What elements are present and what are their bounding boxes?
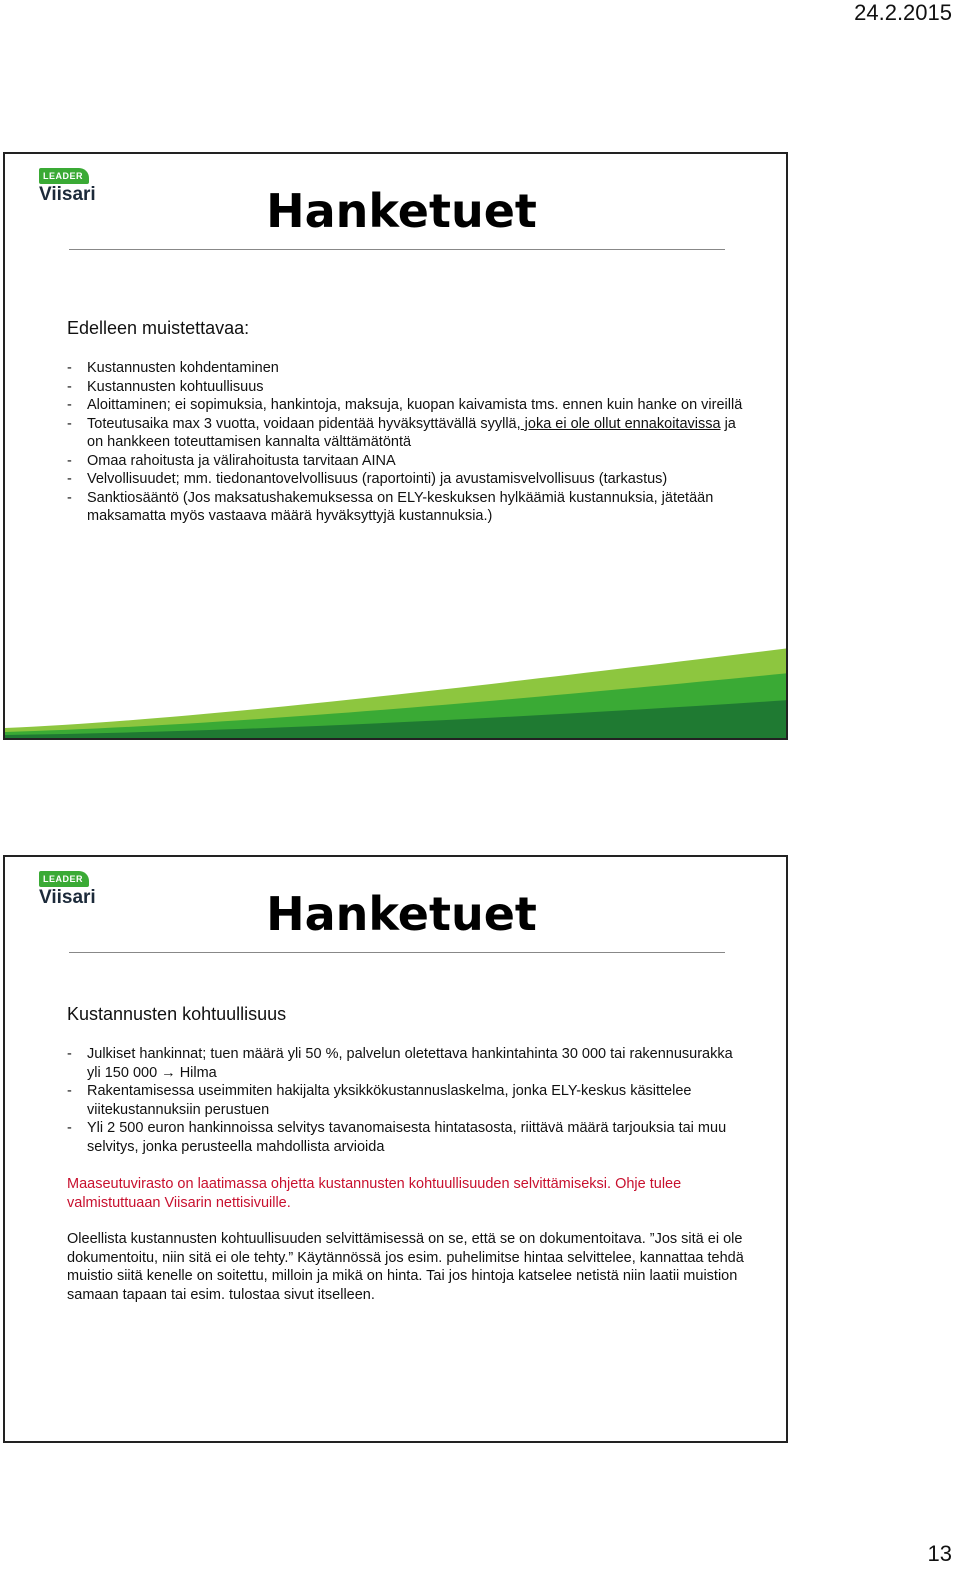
- page-number: 13: [927, 1541, 952, 1566]
- list-item: - Velvollisuudet; mm. tiedonantovelvollisuus (raportointi) ja avustamisvelvollisuus (tarkastus): [67, 471, 668, 487]
- red-notice: Maaseutuvirasto on laatimassa ohjetta kustannusten kohtuullisuuden selvittämiseksi. Ohje tulee valmistuttuaan Viisarin nettisivuille.: [67, 1176, 682, 1211]
- bullet-list: [67, 1045, 747, 1156]
- slide-2: [3, 855, 788, 1443]
- title-divider: [69, 249, 725, 250]
- list-item: - Julkiset hankinnat; tuen määrä yli 50 %, palvelun oletettava hankintahinta 30 000 tai rakennusurakka yli 150 000 → Hilma: [67, 1046, 733, 1081]
- slide-title: Hanketuet: [266, 887, 537, 941]
- logo-wordmark: Viisari: [39, 887, 96, 908]
- title-divider: [69, 952, 725, 953]
- list-item: - Aloittaminen; ei sopimuksia, hankintoja, maksuja, kuopan kaivamista tms. ennen kuin hanke on vireillä: [67, 397, 743, 413]
- list-item: - Omaa rahoitusta ja välirahoitusta tarvitaan AINA: [67, 452, 396, 469]
- underlined-phrase: joka ei ole ollut ennakoitavissa: [520, 415, 721, 432]
- documentation-note: Oleellista kustannusten kohtuullisuuden selvittämisessä on se, että se on dokumentoitava. ”Jos sitä ei ole dokumentoitu, niin sitä ei ole tehty.” Käytännössä jos esim. puhelimitse hintaa selvittelee, kannattaa tehdä muistio siitä kenelle on soitettu, milloin ja mikä on hinta. Tai jos hintoja katselee netistä niin laatii muistion samaan tapaan tai esim. tulostaa sivut itselleen.: [67, 1231, 744, 1303]
- list-item: - Toteutusaika max 3 vuotta, voidaan pidentää hyväksyttävällä syyllä, joka ei ole ollut ennakoitavissa ja on hankkeen toteuttamisen kannalta välttämätöntä: [67, 415, 736, 450]
- list-item: - Kustannusten kohdentaminen: [67, 360, 279, 376]
- green-wave-decoration: [5, 628, 788, 738]
- slide-title: Hanketuet: [266, 184, 537, 238]
- slide-1: [3, 152, 788, 740]
- bullet-list: [67, 359, 747, 526]
- list-item: - Sanktiosääntö (Jos maksatushakemuksessa on ELY-keskuksen hylkäämiä kustannuksia, jätetään maksamatta myös vastaava määrä hyväksyttyjä kustannuksia.): [67, 489, 714, 524]
- list-item: - Kustannusten kohtuullisuus: [67, 378, 264, 395]
- list-item: - Rakentamisessa useimmiten hakijalta yksikkökustannuslaskelma, jonka ELY-keskus käsittelee viitekustannuksiin perustuen: [67, 1083, 692, 1118]
- leader-badge: LEADER: [39, 871, 89, 887]
- slide-subheading: Kustannusten kohtuullisuus: [67, 1004, 287, 1024]
- leader-badge: LEADER: [39, 168, 89, 184]
- list-item: - Yli 2 500 euron hankinnoissa selvitys tavanomaisesta hintatasosta, riittävä määrä tarjouksia tai muu selvitys, jonka perusteella mahdollista arvioida: [67, 1120, 727, 1155]
- page-date: 24.2.2015: [854, 0, 952, 25]
- slide-subheading: Edelleen muistettavaa:: [67, 318, 250, 338]
- logo-wordmark: Viisari: [39, 184, 96, 205]
